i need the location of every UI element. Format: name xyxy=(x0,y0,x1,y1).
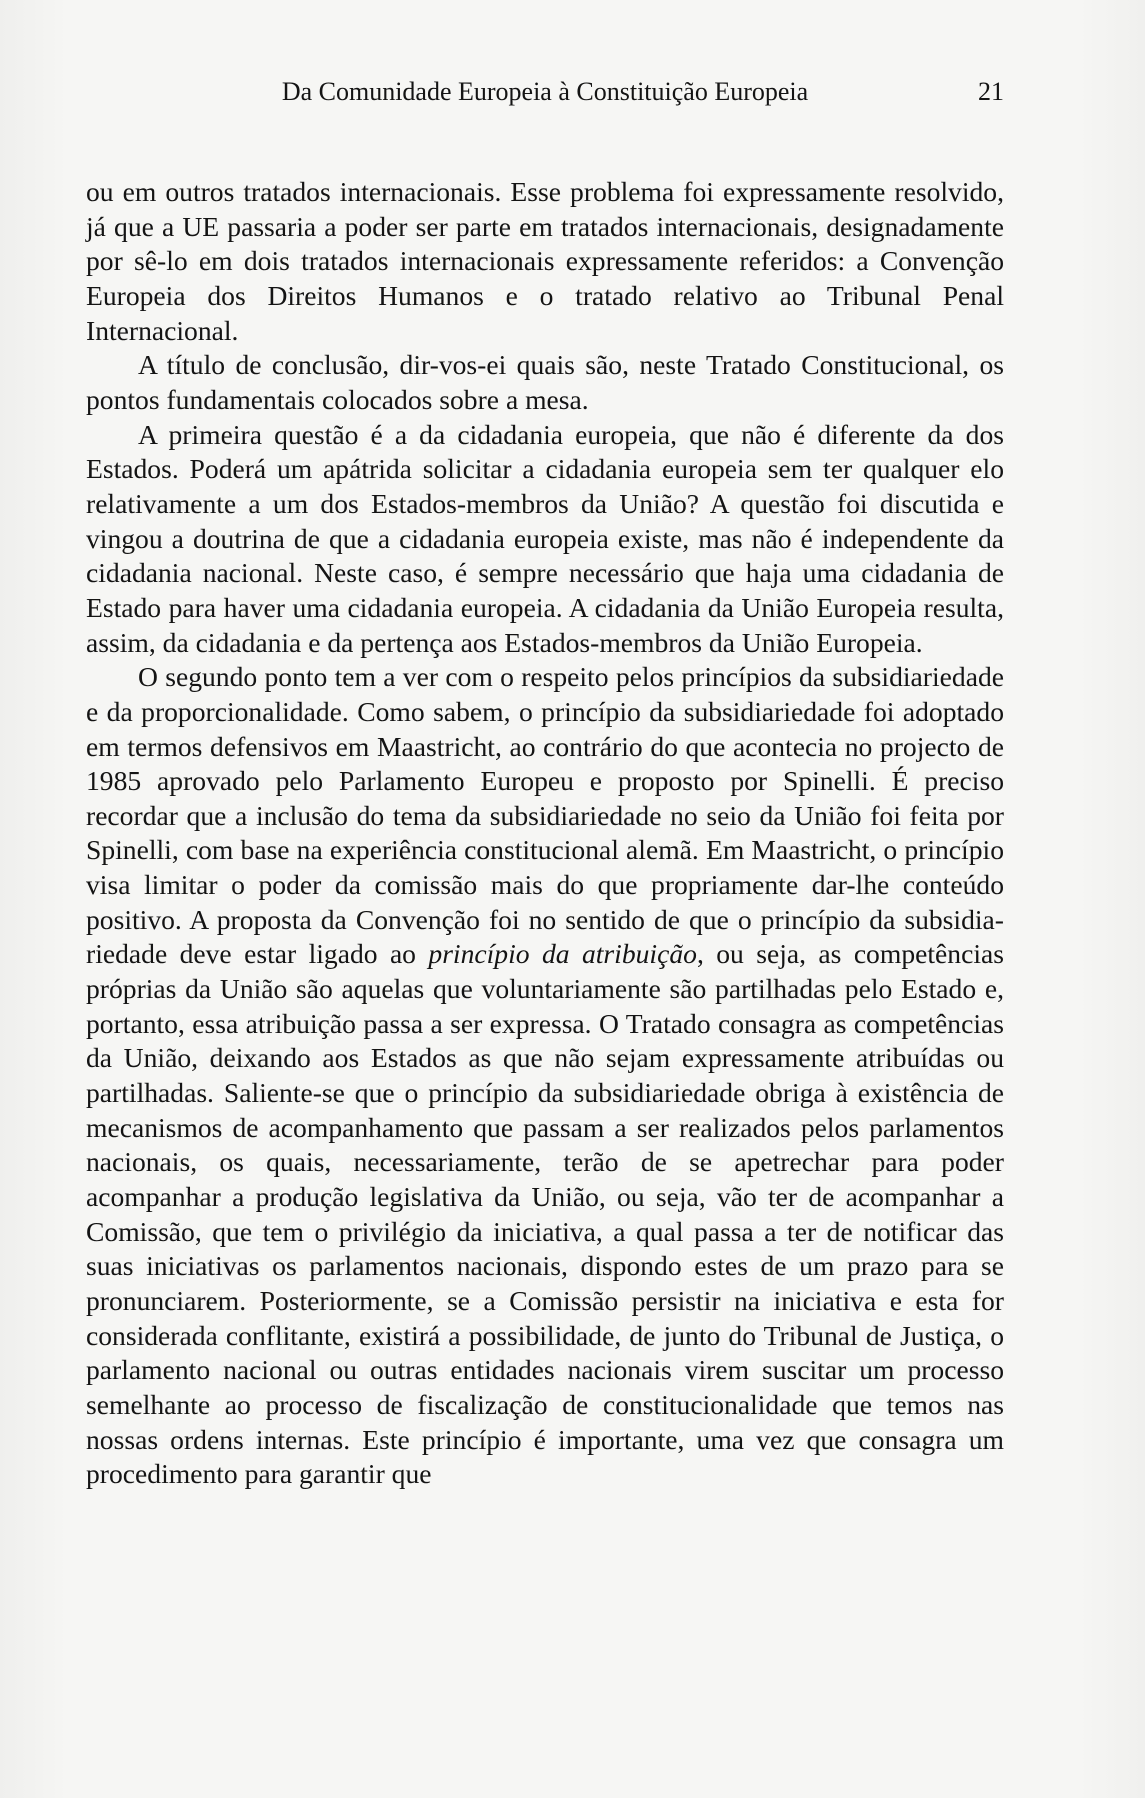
paragraph-1: ou em outros tratados internacionais. Esse problema foi expressamente resolvido, já que a UE passaria a poder ser parte em tratados internacionais, designadamente por sê-lo em dois tratados internacionais expressamente referidos: a Convenção Europeia dos Direitos Humanos e o tratado relativo ao Tribunal Penal Internacional. xyxy=(86,176,1004,346)
italic-term: princípio da atribuição xyxy=(428,938,697,970)
paragraph-2: A título de conclusão, dir-vos-ei quais são, neste Tratado Constitucional, os pontos fundamentais colocados sobre a mesa. xyxy=(86,349,1004,415)
paragraph-4-part-2: , ou seja, as competências próprias da União são aquelas que voluntariamente são partilhadas pelo Estado e, portanto, essa atribuição passa a ser expressa. O Tratado consagra as competências da União, deixando aos Estados as que não sejam expressamente atribuídas ou partilhadas. Saliente-se que o princípio da subsidiariedade obriga à existência de mecanismos de acompanhamento que passam a ser realizados pelos parlamentos nacionais, os quais, necessariamente, terão de se apetrechar para poder acompanhar a produção legislativa da União, ou seja, vão ter de acompanhar a Comissão, que tem o privilégio da iniciativa, a qual passa a ter de notificar das suas iniciativas os parlamentos nacionais, dispondo estes de um prazo para se pronunciarem. Posteriormente, se a Comissão persistir na iniciativa e esta for considerada conflitante, existirá a possibilidade, de junto do Tribunal de Justiça, o parlamento nacional ou outras entidades nacionais virem suscitar um processo semelhante ao processo de fiscalização de constitucionalidade que temos nas nossas ordens internas. Este princípio é importante, uma vez que consagra um procedimento para garantir que xyxy=(86,938,1004,1490)
paragraph-4-part-1: O segundo ponto tem a ver com o respeito pelos princípios da subsidiariedade e da proporcionalidade. Como sabem, o princípio da subsidiariedade foi adoptado em termos defensivos em Maastricht, ao contrário do que acontecia no projecto de 1985 aprovado pelo Parlamento Europeu e proposto por Spinelli. É preciso recordar que a inclusão do tema da subsidiariedade no seio da União foi feita por Spinelli, com base na experiência constitucional alemã. Em Maastricht, o princípio visa limitar o poder da comissão mais do que propriamente dar-lhe conteúdo positivo. A proposta da Convenção foi no sentido de que o princípio da subsidiariedade deve estar ligado ao xyxy=(86,661,1004,970)
running-title: Da Comunidade Europeia à Constituição Europeia xyxy=(281,77,809,106)
page-number: 21 xyxy=(978,77,1004,106)
body-text xyxy=(86,175,1004,1492)
paragraph-3: A primeira questão é a da cidadania europeia, que não é diferente da dos Estados. Poderá um apátrida solicitar a cidadania europeia sem ter qualquer elo relativamente a um dos Estados-membros da União? A questão foi discutida e vingou a doutrina de que a cidadania europeia existe, mas não é independente da cidadania nacional. Neste caso, é sempre necessário que haja uma cidadania de Estado para haver uma cidadania europeia. A cidadania da União Europeia resulta, assim, da cidadania e da pertença aos Estados-membros da União Europeia. xyxy=(86,418,1004,658)
paragraph-4 xyxy=(86,660,1004,1492)
running-header xyxy=(86,72,1004,112)
